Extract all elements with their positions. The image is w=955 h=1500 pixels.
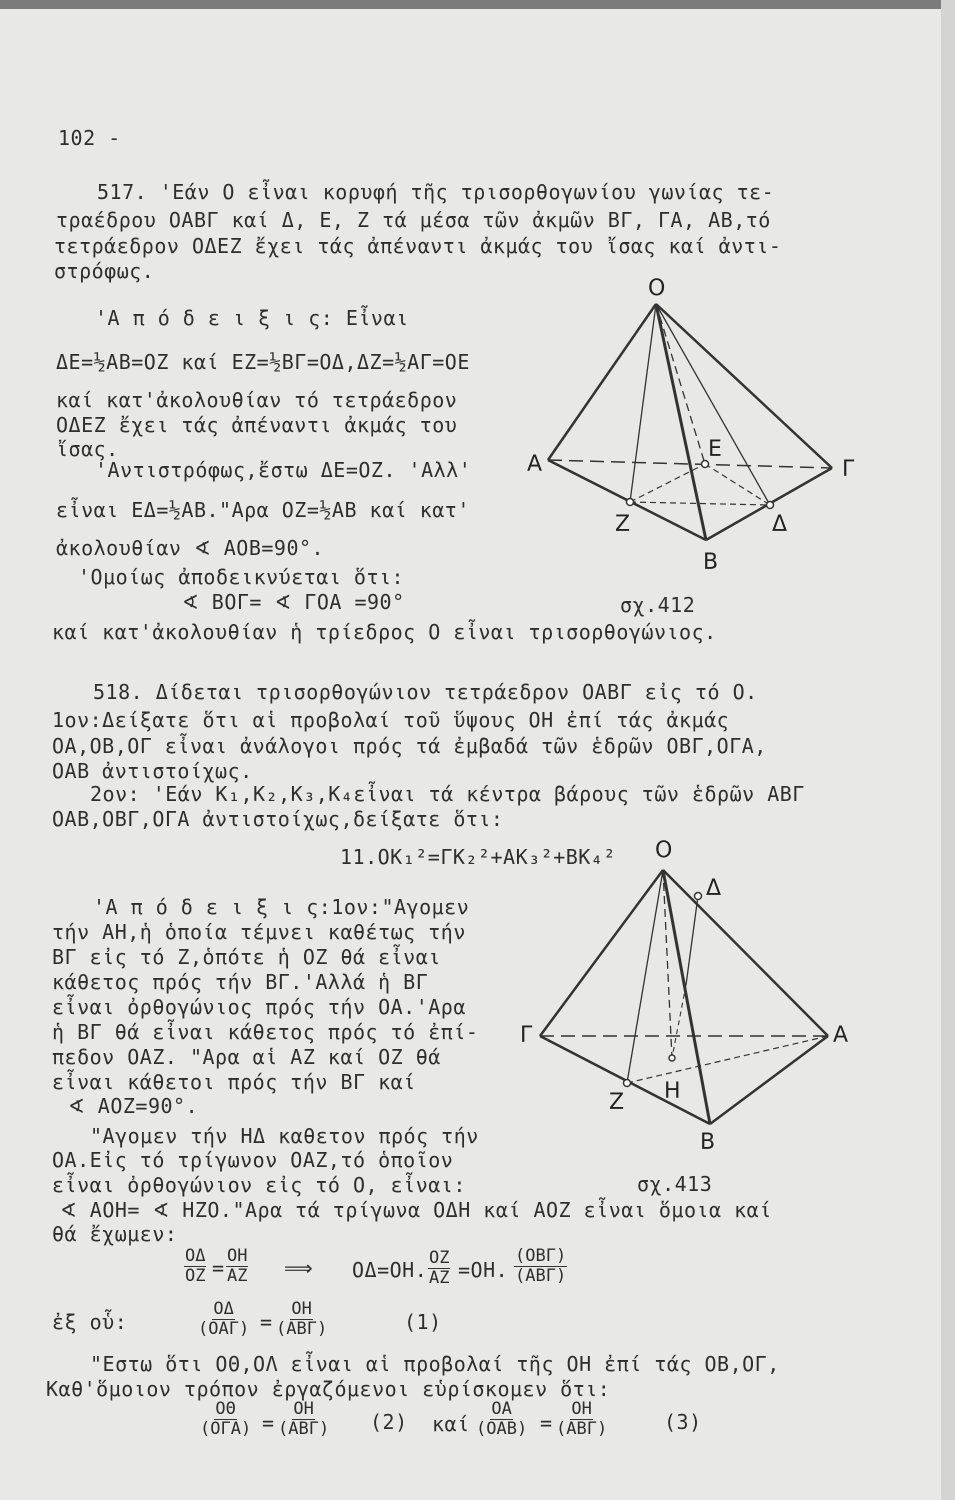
- eq1-fraction-od-oz: [184, 1247, 206, 1286]
- scan-right-edge: [941, 0, 955, 1500]
- proof-518-line: ΒΓ εἰς τό Ζ,ὁπότε ἡ ΟΖ θά εἶναι: [52, 945, 441, 969]
- proof-518-line: ἡ ΒΓ θά εἶναι κάθετος πρός τό ἐπί-: [52, 1020, 479, 1044]
- proof-517-line: 'Α π ό δ ε ι ξ ι ς: Εἶναι: [95, 306, 409, 330]
- proof-517-line: 'Ομοίως ἀποδεικνύεται ὅτι:: [78, 565, 405, 589]
- figure-412-label-z: Ζ: [615, 512, 631, 537]
- eq3-denominator: (ΑΒΓ): [556, 1419, 608, 1439]
- problem-517-line: 517. 'Εάν Ο εἶναι κορυφή τῆς τρισορθογωνίου γωνίας τε-: [97, 180, 775, 204]
- figure-413-caption: σχ.413: [637, 1172, 713, 1196]
- eq1-numerator: ΟΖ: [429, 1248, 450, 1268]
- proof-518-line: τήν ΑΗ,ἡ ὁποία τέμνει καθέτως τήν: [52, 920, 466, 944]
- eq1-fraction-oz-az: [428, 1249, 450, 1288]
- scan-top-border: [0, 0, 955, 9]
- eq2-numerator: ΟΗ: [291, 1299, 312, 1319]
- eq1-mid2-text: =ΟΗ.: [458, 1258, 509, 1282]
- figure-413-label-g: Γ: [520, 1023, 533, 1048]
- proof-517-line: καί κατ'ἀκολουθίαν ἡ τρίεδρος Ο εἶναι τρισορθογώνιος.: [52, 620, 717, 644]
- eq2-tag: (1): [404, 1310, 442, 1334]
- eq3-and: καί: [432, 1412, 470, 1436]
- page-number: 102 -: [58, 126, 121, 150]
- figure-413-label-z: Ζ: [609, 1090, 625, 1115]
- figure-412-label-e: Ε: [708, 437, 722, 462]
- eq3-denominator: (ΟΓΑ): [200, 1419, 252, 1439]
- equals-sign: =: [260, 1310, 273, 1334]
- figure-412-label-o: Ο: [648, 276, 666, 301]
- eq2-numerator: ΟΔ: [213, 1299, 234, 1319]
- proof-517-line: ∢ ΒΟΓ= ∢ ΓΟΑ =90°: [182, 590, 405, 614]
- eq3-fraction-2: [278, 1400, 329, 1439]
- proof-517-line: εἶναι ΕΔ=½ΑΒ."Αρα ΟΖ=½ΑΒ καί κατ': [56, 498, 470, 522]
- eq1-denominator: ΟΖ: [185, 1266, 206, 1286]
- figure-412-label-b: Β: [703, 550, 719, 575]
- proof-517-line: καί κατ'ἀκολουθίαν τό τετράεδρον: [56, 388, 458, 412]
- eq2-fraction-right: [276, 1300, 327, 1339]
- problem-518-line: 2ον: 'Εάν Κ₁,Κ₂,Κ₃,Κ₄εἶναι τά κέντρα βάρους τῶν ἑδρῶν ΑΒΓ: [90, 782, 805, 806]
- equals-sign: =: [540, 1411, 553, 1435]
- eq3-tag-2: (2): [370, 1410, 408, 1434]
- eq1-numerator: ΟΗ: [227, 1246, 248, 1266]
- eq2-denominator: (ΟΑΓ): [198, 1319, 250, 1339]
- proof-518-line: ∢ ΑΟΗ= ∢ ΗΖΟ."Αρα τά τρίγωνα ΟΔΗ καί ΑΟΖ εἶναι ὅμοια καί: [60, 1198, 772, 1222]
- proof-517-line: ΔΕ=½ΑΒ=ΟΖ καί ΕΖ=½ΒΓ=ΟΔ,ΔΖ=½ΑΓ=ΟΕ: [56, 350, 470, 374]
- eq1-fraction-oh-az: [226, 1247, 248, 1286]
- problem-518-equation: 11.ΟΚ₁²=ΓΚ₂²+ΑΚ₃²+ΒΚ₄²: [340, 845, 616, 869]
- problem-518-line: ΟΑΒ,ΟΒΓ,ΟΓΑ ἀντιστοίχως,δείξατε ὅτι:: [52, 807, 504, 831]
- proof-517-line: 'Αντιστρόφως,ἔστω ΔΕ=ΟΖ. 'Αλλ': [95, 458, 472, 482]
- eq2-fraction-left: [198, 1300, 249, 1339]
- problem-518-line: ΟΑ,ΟΒ,ΟΓ εἶναι ἀνάλογοι πρός τά ἐμβαδά τῶν ἑδρῶν ΟΒΓ,ΟΓΑ,: [52, 734, 767, 758]
- eq1-mid-text: ΟΔ=ΟΗ.: [352, 1258, 428, 1282]
- proof-518-line: 'Α π ό δ ε ι ξ ι ς:1ον:"Αγομεν: [93, 895, 470, 919]
- proof-518-line: εἶναι κάθετοι πρός τήν ΒΓ καί: [52, 1070, 416, 1094]
- figure-413-label-d: Δ: [706, 876, 722, 901]
- eq3-numerator: ΟΘ: [215, 1399, 236, 1419]
- proof-518-line: εἶναι ὀρθογώνιον εἰς τό Ο, εἶναι:: [52, 1173, 466, 1197]
- proof-518-line: "Αγομεν τήν ΗΔ καθετον πρός τήν: [90, 1124, 479, 1148]
- figure-413-label-b: Β: [700, 1130, 716, 1155]
- eq1-numerator: (ΟΒΓ): [515, 1246, 567, 1266]
- eq3-fraction-1: [200, 1400, 251, 1439]
- equals-sign: =: [212, 1256, 225, 1280]
- problem-517-line: τετράεδρον ΟΔΕΖ ἔχει τάς ἀπέναντι ἀκμάς του ἴσας καί ἀντι-: [54, 234, 782, 258]
- problem-518-line: ΟΑΒ ἀντιστοίχως.: [52, 759, 253, 783]
- figure-412-caption: σχ.412: [620, 593, 696, 617]
- proof-517-line: ἀκολουθίαν ∢ ΑΟΒ=90°.: [56, 536, 325, 560]
- eq3-numerator: ΟΑ: [491, 1399, 512, 1419]
- proof-518-line: ΟΑ.Εἰς τό τρίγωνον ΟΑΖ,τό ὁποῖον: [52, 1148, 454, 1172]
- after-line: Καθ'ὅμοιον τρόπον ἐργαζόμενοι εὑρίσκομεν ὅτι:: [46, 1377, 611, 1401]
- eq1-denominator: (ΑΒΓ): [515, 1266, 567, 1286]
- problem-518-line: 518. Δίδεται τρισορθογώνιον τετράεδρον ΟΑΒΓ εἰς τό Ο.: [93, 680, 758, 704]
- eq2-prefix: ἐξ οὗ:: [52, 1310, 128, 1334]
- proof-517-line: ΟΔΕΖ ἔχει τάς ἀπέναντι ἀκμάς του: [56, 413, 458, 437]
- proof-518-line: ∢ ΑΟΖ=90°.: [68, 1094, 199, 1118]
- implies-arrow: ⟹: [284, 1256, 314, 1280]
- problem-517-line: στρόφως.: [54, 259, 155, 283]
- eq3-tag-3: (3): [664, 1410, 702, 1434]
- proof-518-line: θά ἔχωμεν:: [52, 1222, 178, 1246]
- eq3-numerator: ΟΗ: [293, 1399, 314, 1419]
- proof-518-line: πεδον ΟΑΖ. "Αρα αἱ ΑΖ καί ΟΖ θά: [52, 1045, 441, 1069]
- figure-413-label-h: Η: [664, 1079, 681, 1104]
- figure-413-label-o: Ο: [655, 838, 673, 863]
- problem-517-line: τραέδρου ΟΑΒΓ καί Δ, Ε, Ζ τά μέσα τῶν ἀκμῶν ΒΓ, ΓΑ, ΑΒ,τό: [56, 208, 771, 232]
- figure-412-label-a: Α: [527, 452, 543, 477]
- figure-413-label-a: Α: [833, 1023, 849, 1048]
- eq2-denominator: (ΑΒΓ): [276, 1319, 328, 1339]
- problem-518-line: 1ον:Δείξατε ὅτι αἱ προβολαί τοῦ ὕψους ΟΗ ἐπί τάς ἀκμάς: [52, 708, 730, 732]
- eq1-numerator: ΟΔ: [185, 1246, 206, 1266]
- eq3-numerator: ΟΗ: [571, 1399, 592, 1419]
- eq3-fraction-3: [476, 1400, 527, 1439]
- eq1-denominator: ΑΖ: [429, 1268, 450, 1288]
- figure-412-label-g: Γ: [842, 457, 855, 482]
- eq1-denominator: ΑΖ: [227, 1266, 248, 1286]
- proof-518-line: εἶναι ὀρθογώνιος πρός τήν ΟΑ.'Αρα: [52, 995, 466, 1019]
- equals-sign: =: [262, 1411, 275, 1435]
- eq3-denominator: (ΑΒΓ): [278, 1419, 330, 1439]
- eq3-fraction-4: [556, 1400, 607, 1439]
- eq3-denominator: (ΟΑΒ): [476, 1419, 528, 1439]
- proof-517-line: ἴσας.: [56, 437, 119, 461]
- figure-412-label-d: Δ: [772, 512, 788, 537]
- proof-518-line: κάθετος πρός τήν ΒΓ.'Αλλά ἡ ΒΓ: [52, 970, 429, 994]
- after-line: "Εστω ὅτι ΟΘ,ΟΛ εἶναι αἱ προβολαί τῆς ΟΗ ἐπί τάς ΟΒ,ΟΓ,: [90, 1352, 780, 1376]
- eq1-fraction-areas: [514, 1247, 567, 1286]
